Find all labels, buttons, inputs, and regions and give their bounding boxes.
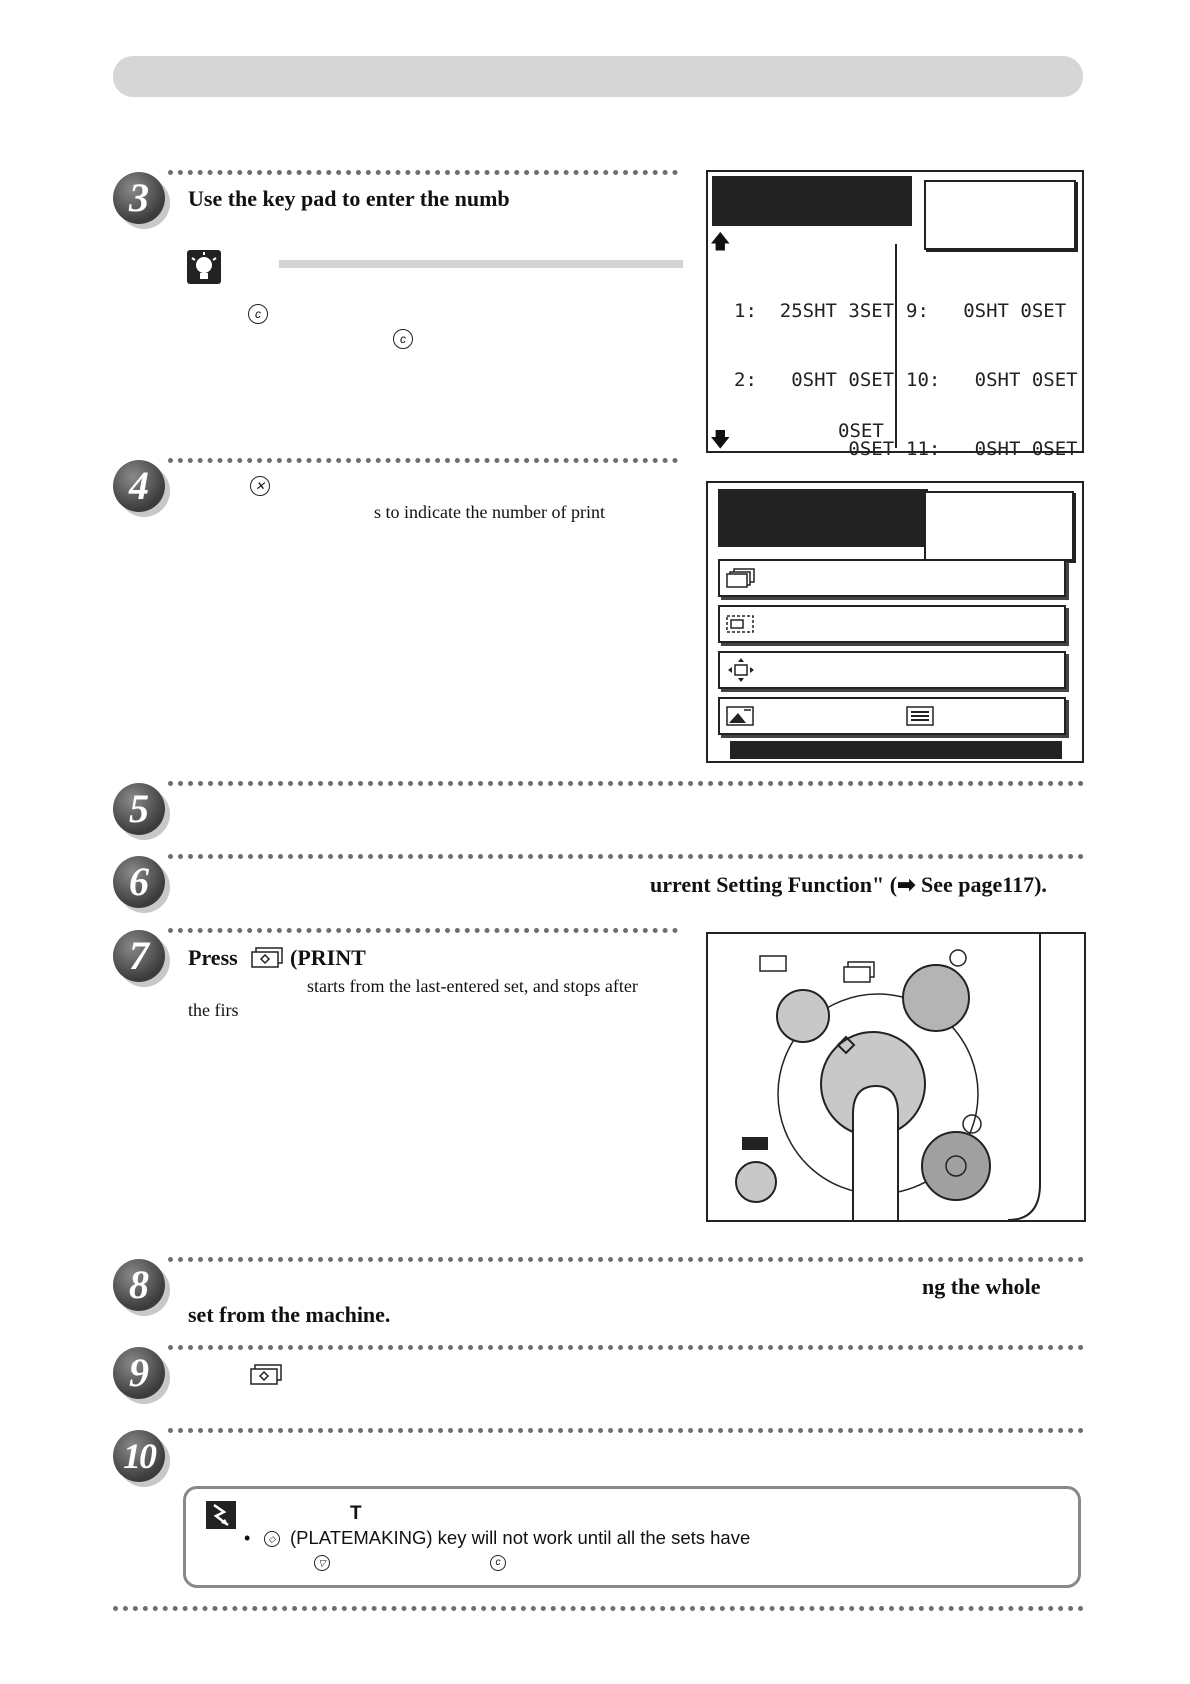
lcd-row: 0SET <box>838 420 884 442</box>
step-number-3: 3 <box>113 172 165 224</box>
photo-mode-icon <box>726 706 756 731</box>
lcd-info-box <box>924 491 1074 561</box>
step-7-body-line1: starts from the last-entered set, and stops after <box>307 976 638 996</box>
text-mode-icon <box>906 706 936 731</box>
step-divider <box>168 854 1084 859</box>
step-3-title: Use the key pad to enter the numb <box>188 186 510 211</box>
control-panel-illustration <box>706 932 1086 1222</box>
step-divider <box>168 1345 1084 1350</box>
print-key-icon <box>250 947 284 975</box>
lcd-title-block <box>712 176 912 226</box>
note-line1: (PLATEMAKING) key will not work until all the sets have <box>290 1527 751 1548</box>
clear-key-icon: c <box>393 329 413 349</box>
note-box <box>183 1486 1081 1588</box>
step-7-title-suffix: (PRINT <box>290 945 366 970</box>
scroll-up-arrow-icon[interactable]: 🡅 <box>710 231 731 253</box>
step-divider <box>168 458 678 463</box>
lcd-row: 1: 25SHT 3SET <box>734 300 895 322</box>
hint-lightbulb-icon <box>187 250 221 284</box>
lcd-footer-bar <box>730 741 1062 759</box>
page-bottom-divider <box>113 1606 1084 1611</box>
step-7-title-prefix: Press <box>188 945 238 970</box>
step-number-4: 4 <box>113 460 165 512</box>
menu-row-4[interactable] <box>718 697 1066 735</box>
step-divider <box>168 1257 1084 1262</box>
position-adjust-icon <box>726 658 756 687</box>
note-heading: T <box>350 1503 362 1524</box>
hint-rule <box>279 260 683 268</box>
step-7-title <box>188 945 366 971</box>
lcd-info-box <box>924 180 1076 250</box>
menu-row-2[interactable] <box>718 605 1066 643</box>
clear-key-icon: c <box>248 304 268 324</box>
step-number-9: 9 <box>113 1347 165 1399</box>
print-key-icon <box>249 1364 283 1391</box>
step-8-line2: set from the machine. <box>188 1302 391 1327</box>
lcd-program-list <box>706 170 1084 460</box>
lcd-row: 10: 0SHT 0SET <box>906 369 1078 391</box>
step-4-text: s to indicate the number of print <box>374 502 605 522</box>
step-number-6: 6 <box>113 856 165 908</box>
lcd-row: 0SET <box>734 438 895 460</box>
stop-key-icon: ✕ <box>250 476 270 496</box>
stop-key-icon: ▽ <box>314 1555 330 1571</box>
lcd-row: 11: 0SHT 0SET <box>906 438 1078 460</box>
lcd-column-divider <box>895 244 897 448</box>
step-8-line1: ng the whole <box>922 1274 1041 1299</box>
header-bar <box>113 56 1083 97</box>
step-number-7: 7 <box>113 930 165 982</box>
margin-frame-icon <box>726 614 756 639</box>
menu-row-1[interactable] <box>718 559 1066 597</box>
caution-icon <box>206 1501 236 1529</box>
lcd-function-menu <box>706 481 1084 763</box>
clear-key-icon: c <box>490 1555 506 1571</box>
lcd-title-block <box>718 489 928 547</box>
platemaking-key-icon: ◇ <box>264 1531 280 1547</box>
multi-page-icon <box>726 568 756 593</box>
step-divider <box>168 170 678 175</box>
lcd-row: 2: 0SHT 0SET <box>734 369 895 391</box>
step-number-5: 5 <box>113 783 165 835</box>
step-number-10: 10 <box>113 1430 165 1482</box>
scroll-down-arrow-icon[interactable]: 🡇 <box>710 429 731 451</box>
step-divider <box>168 928 678 933</box>
step-6-text: urrent Setting Function" (➡ See page117). <box>650 872 1047 897</box>
step-number-8: 8 <box>113 1259 165 1311</box>
lcd-row: 9: 0SHT 0SET <box>906 300 1067 322</box>
note-bullet: • <box>244 1528 251 1548</box>
menu-row-3[interactable] <box>718 651 1066 689</box>
step-divider <box>168 781 1084 786</box>
step-divider <box>168 1428 1084 1433</box>
step-7-body-line2: the firs <box>188 1000 239 1020</box>
